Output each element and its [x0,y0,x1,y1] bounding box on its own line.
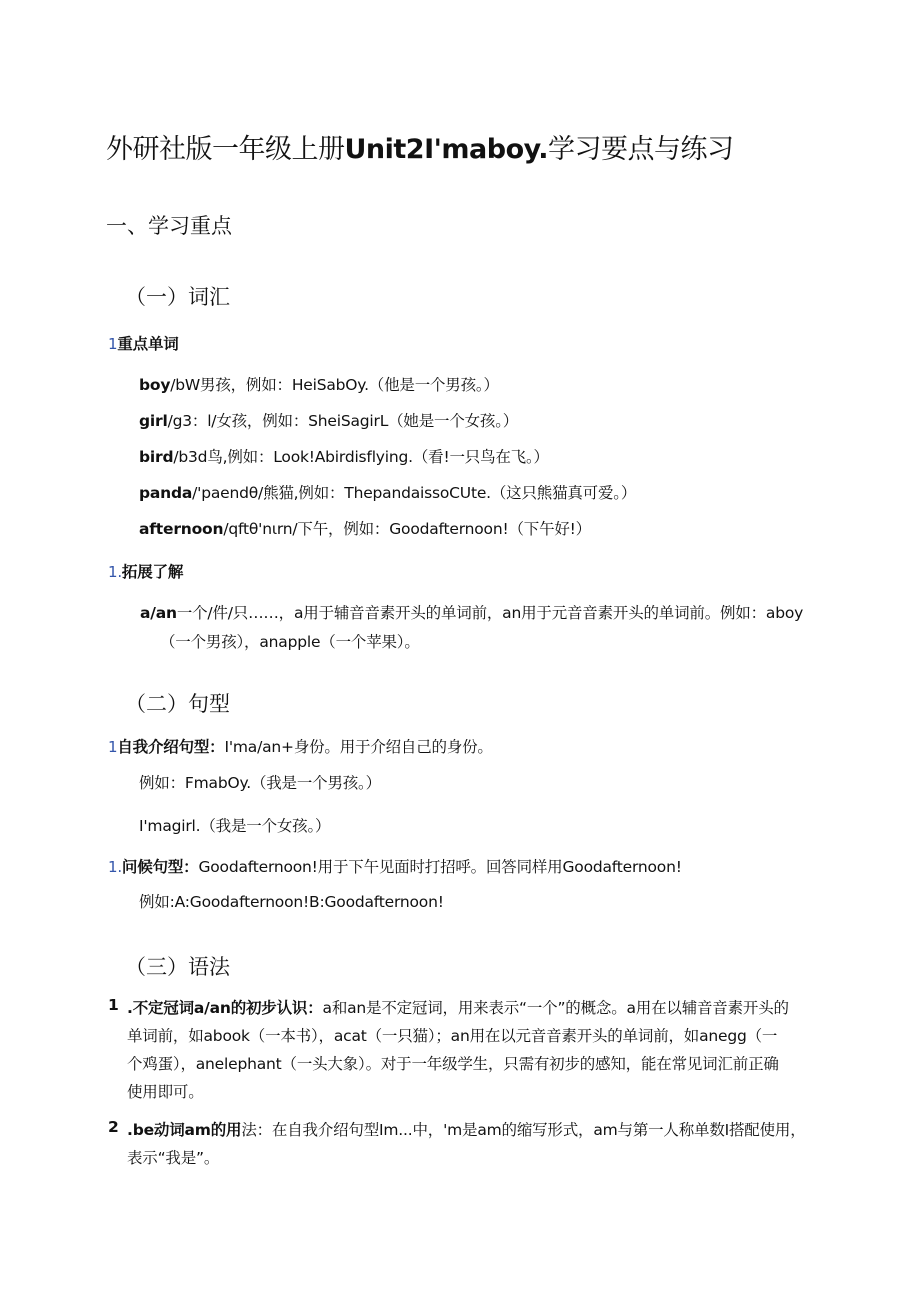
grammar-item-2-line1: .be动词am的用法：在自我介绍句型Im...中，'m是am的缩写形式，am与第一人称单数I搭配使用， [127,1121,806,1139]
subheading-sentence-patterns: （二）句型 [125,692,230,716]
document-title: 外研社版一年级上册Unit2I'maboy.学习要点与练习 [106,134,734,165]
vocab-item-boy: boy/bW男孩，例如：HeiSabOy.（他是一个男孩。） [139,376,499,394]
vocab-item-afternoon: afternoon/qftθ'nιrn/下午，例如：Goodafternoon!（下午好!） [139,520,591,538]
sentence-pattern-self-intro: 1自我介绍句型：I'ma/an+身份。用于介绍自己的身份。 [108,738,493,756]
a-an-explanation-line2: （一个男孩），anapple（一个苹果）。 [160,633,420,651]
vocab-item-bird: bird/b3d鸟,例如：Look!Abirdisflying.（看!一只鸟在飞。） [139,448,549,466]
grammar-item-2-number: 2 [108,1118,119,1136]
vocab-item-panda: panda/'paendθ/熊猫,例如：ThepandaissoCUte.（这只熊猫真可爱。） [139,484,637,502]
vocab-item-girl: girl/g3：l/女孩，例如：SheiSagirL（她是一个女孩。） [139,412,519,430]
section-heading-key-points: 一、学习重点 [106,214,232,238]
grammar-item-1-line3: 个鸡蛋），anelephant（一头大象）。对于一年级学生，只需有初步的感知，能在常见词汇前正确 [127,1055,779,1073]
grammar-item-1-line2: 单词前，如abook（一本书），acat（一只猫）；an用在以元音音素开头的单词前，如anegg（一 [127,1027,778,1045]
subheading-vocabulary: （一）词汇 [125,285,230,309]
key-words-label: 1重点单词 [108,335,179,353]
grammar-item-2-line2: 表示“我是”。 [127,1149,220,1167]
grammar-item-1-number: 1 [108,996,119,1014]
example-boy: 例如：FmabOy.（我是一个男孩。） [139,774,381,792]
subheading-grammar: （三）语法 [125,955,230,979]
a-an-explanation-line1: a/an一个/件/只……，a用于辅音音素开头的单词前，an用于元音音素开头的单词前。例如：aboy [140,604,804,622]
grammar-item-1-line1: .不定冠词a/an的初步认识：a和an是不定冠词，用来表示“一个”的概念。a用在以辅音音素开头的 [127,999,789,1017]
example-greeting: 例如:A:Goodafternoon!B:Goodafternoon! [139,893,444,911]
grammar-item-1-line4: 使用即可。 [127,1083,204,1101]
example-girl: I'magirl.（我是一个女孩。） [139,817,331,835]
sentence-pattern-greeting: 1.问候句型：Goodafternoon!用于下午见面时打招呼。回答同样用Goodafternoon! [108,858,682,876]
extend-label: 1.拓展了解 [108,563,184,581]
